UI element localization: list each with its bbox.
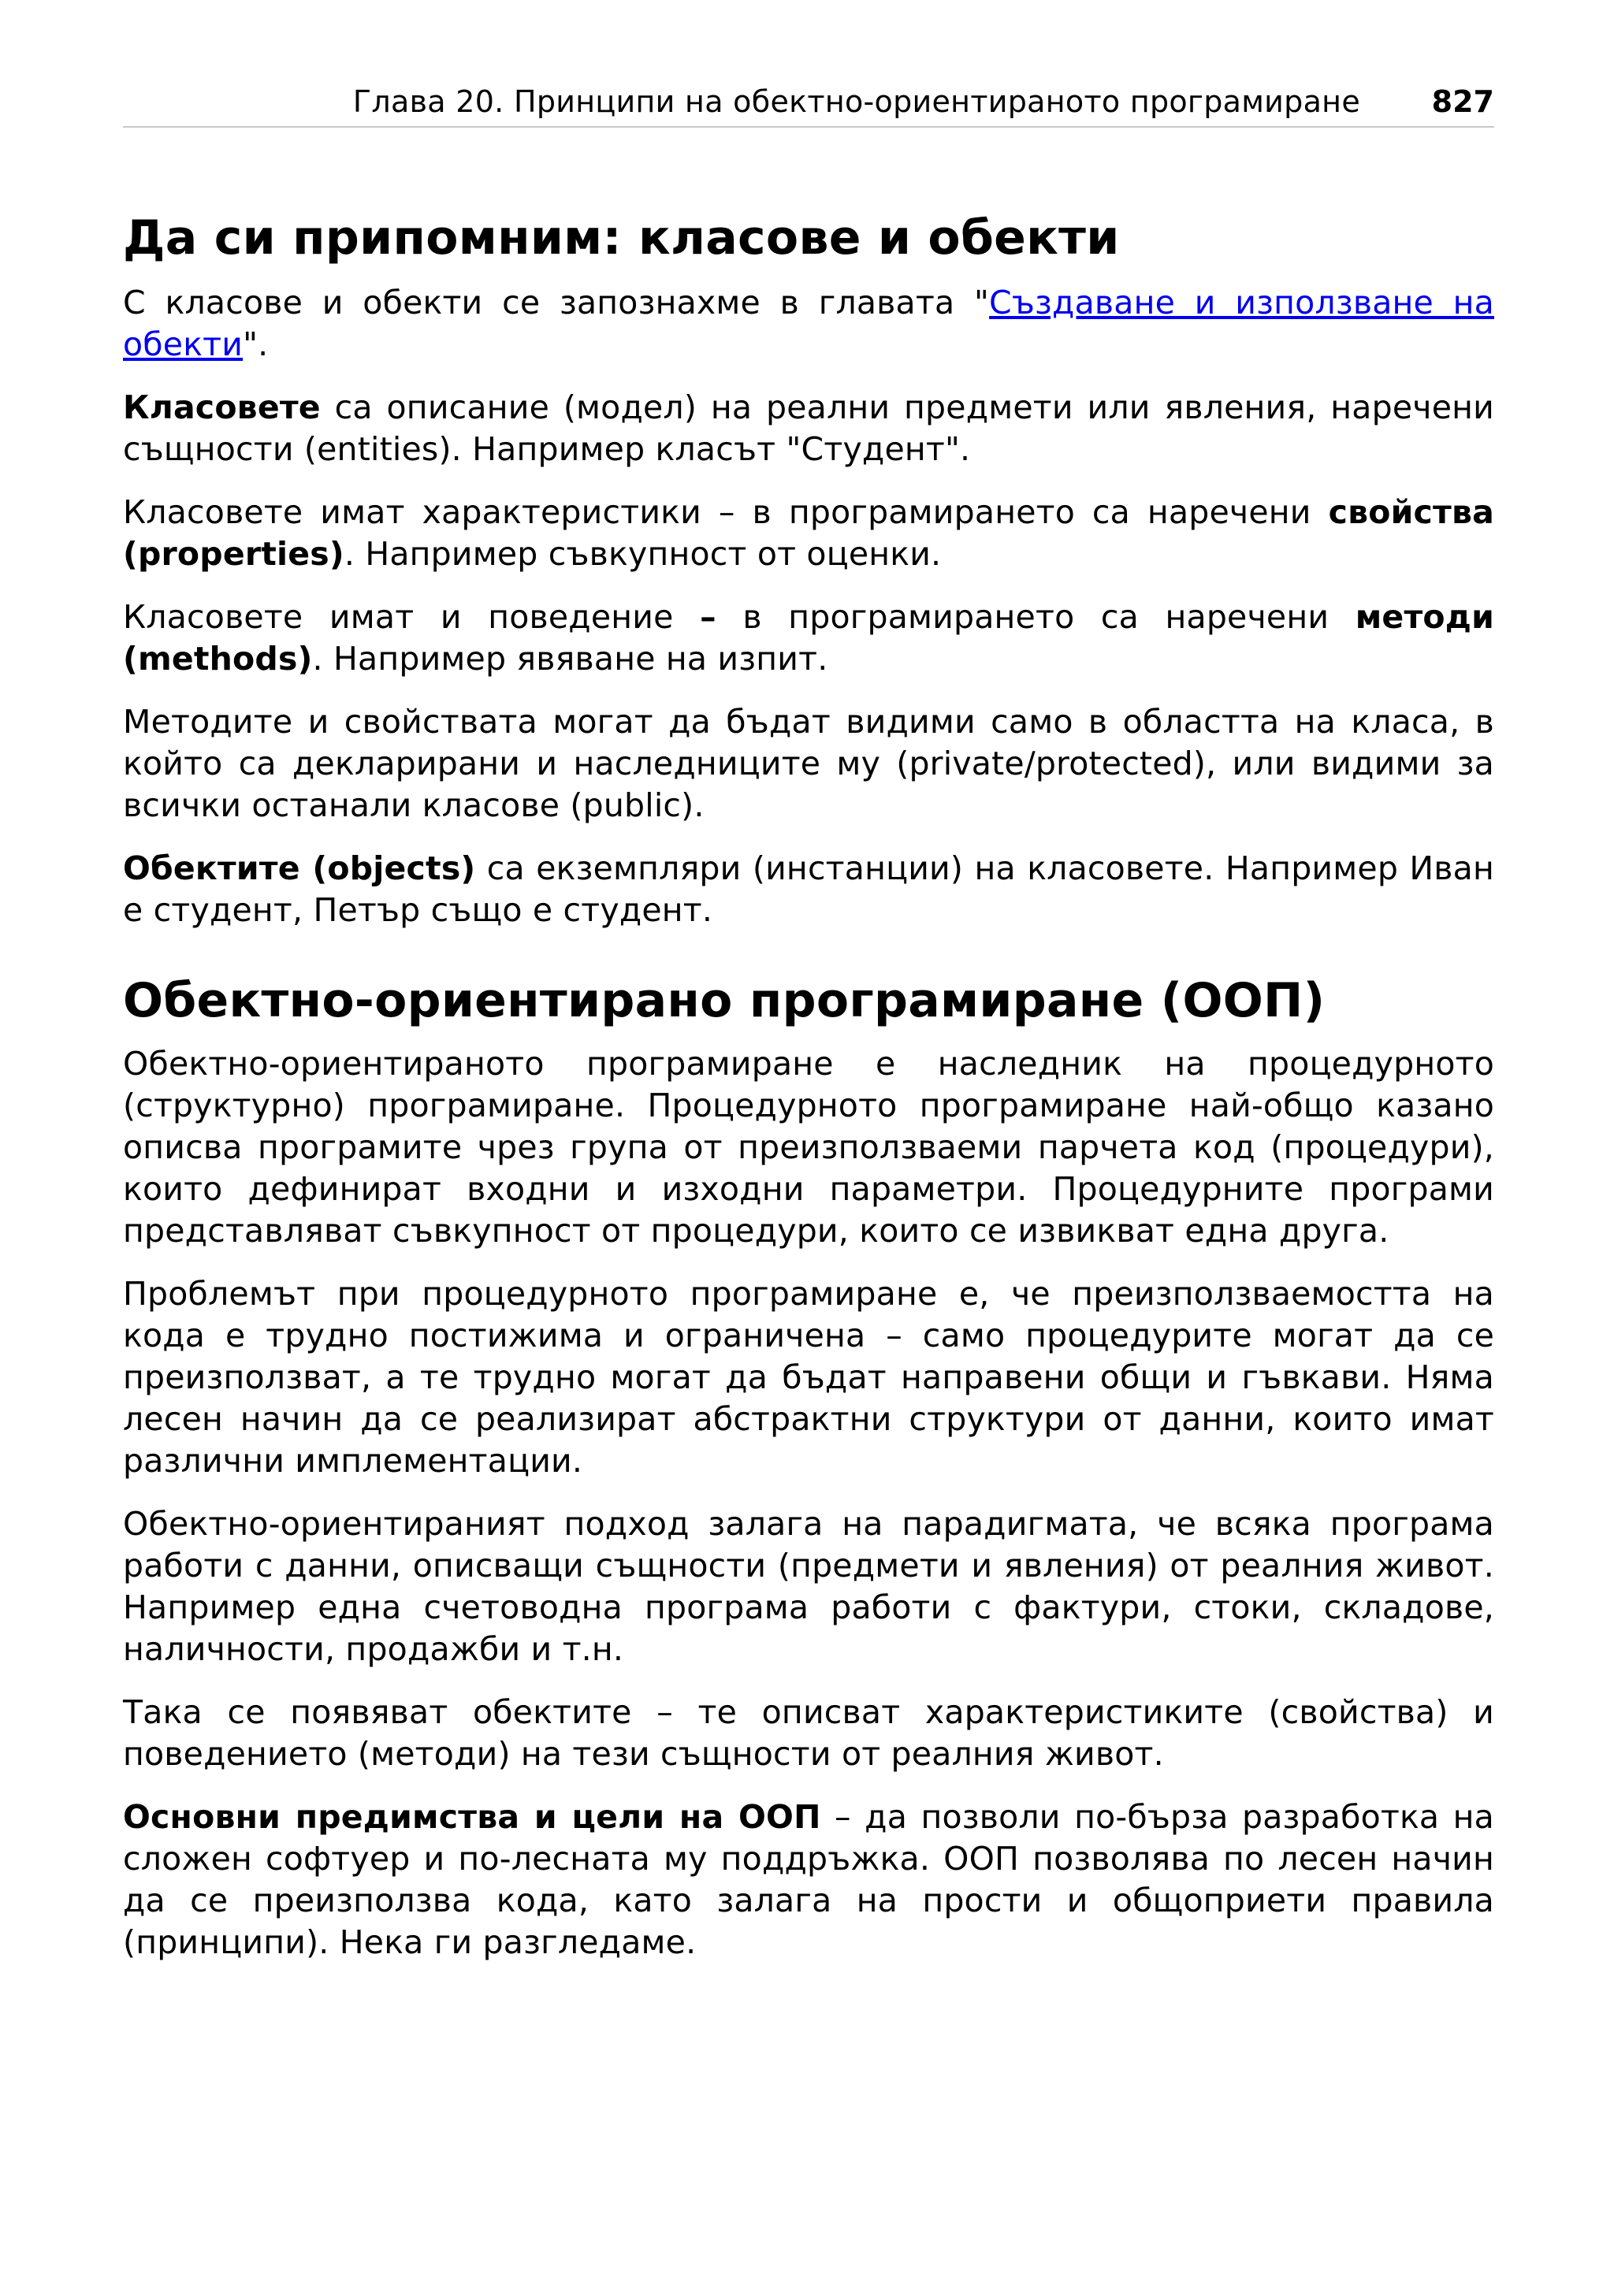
paragraph xyxy=(123,282,1494,366)
text: са описание (модел) на реални предмети или явления, наречени същности (entities). Например класът "Студент". xyxy=(123,388,1494,468)
text: Класовете имат и поведение xyxy=(123,598,701,636)
paragraph: Проблемът при процедурното програмиране е, че преизползваемостта на кода е трудно постижима и ограничена – само процедурите могат да се преизползват, а те трудно могат да бъдат направени общи и гъвкави. Няма лесен начин да се реализират абстрактни структури от данни, които имат различни имплементации. xyxy=(123,1275,1494,1480)
paragraph xyxy=(123,492,1494,575)
text: – да позволи по-бърза разработка на сложен софтуер и по-лесната му поддръжка. ООП позволява по лесен начин да се преизползва кода, като залага на прости и общоприети правила (принципи). Нека ги разгледаме. xyxy=(123,1798,1494,1961)
paragraph: Обектно-ориентираното програмиране е наследник на процедурното (структурно) програмиране. Процедурното програмиране най-общо казано описва програмите чрез група от преизползваеми парчета код (процедури), които дефинират входни и изходни параметри. Процедурните програми представляват съвкупност от процедури, които се извикват една друга. xyxy=(123,1045,1494,1250)
running-header xyxy=(123,82,1494,128)
section-heading-oop: Обектно-ориентирано програмиране (ООП) xyxy=(123,973,1326,1028)
paragraph: Обектно-ориентираният подход залага на парадигмата, че всяка програма работи с данни, описващи същности (предмети и явления) от реалния живот. Например една счетоводна програма работи с фактури, стоки, складове, наличности, продажби и т.н. xyxy=(123,1505,1494,1668)
chapter-title: Глава 20. Принципи на обектно-ориентираното програмиране xyxy=(352,84,1360,119)
bold-term: Основни предимства и цели на ООП xyxy=(123,1798,821,1836)
text: ". xyxy=(243,325,269,363)
text: . Например съвкупност от оценки. xyxy=(344,535,942,573)
text: в програмирането са наречени xyxy=(716,598,1356,636)
bold-term: свойства (properties) xyxy=(123,493,1494,573)
paragraph xyxy=(123,387,1494,470)
paragraph xyxy=(123,1796,1494,1963)
text: С класове и обекти се запознахме в главата " xyxy=(123,284,990,321)
bold-term: методи (methods) xyxy=(123,598,1495,678)
bold-dash: – xyxy=(700,598,716,636)
bold-term: Класовете xyxy=(123,388,321,426)
paragraph xyxy=(123,848,1494,931)
content xyxy=(123,206,1494,1985)
text: . Например явяване на изпит. xyxy=(312,640,828,678)
paragraph: Методите и свойствата могат да бъдат видими само в областта на класа, в който са декларирани и наследниците му (private/protected), или видими за всички останали класове (public). xyxy=(123,703,1494,824)
page-number: 827 xyxy=(1431,84,1494,119)
chapter-link[interactable]: Създаване и използване на обекти xyxy=(123,284,1494,363)
paragraph: Така се появяват обектите – те описват характеристиките (свойства) и поведението (методи) на тези същности от реалния живот. xyxy=(123,1693,1494,1773)
paragraph xyxy=(123,596,1494,680)
text: Класовете имат характеристики – в програмирането са наречени xyxy=(123,493,1329,531)
text: са екземпляри (инстанции) на класовете. Например Иван е студент, Петър също е студент. xyxy=(123,849,1494,929)
section-heading-classes-objects: Да си припомним: класове и обекти xyxy=(123,210,1120,266)
bold-term: Обектите (objects) xyxy=(123,849,476,887)
